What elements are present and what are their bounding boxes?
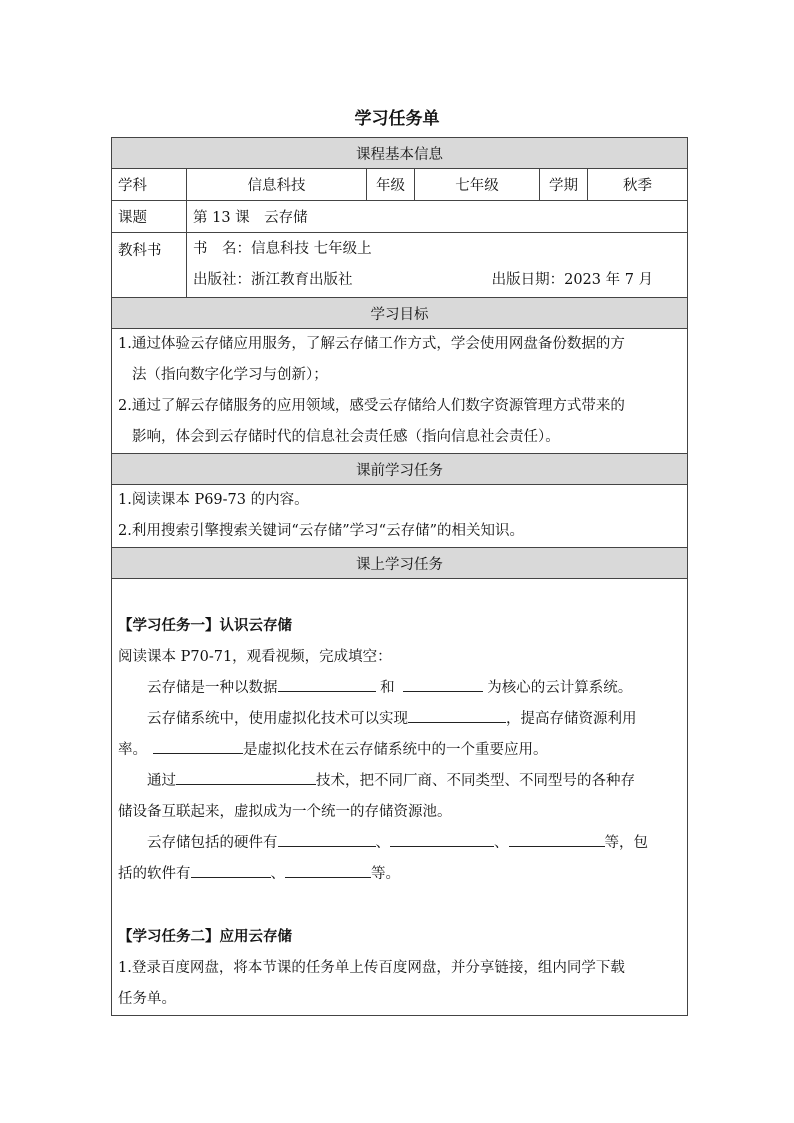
grade-label: 年级 [367,169,415,201]
fill-blank[interactable] [509,831,605,847]
subject-label: 学科 [112,169,187,201]
section-basic-info: 课程基本信息 [112,138,688,169]
textbook-info [187,233,688,298]
fill-sentence-3-cont: 储设备互联起来，虚拟成为一个统一的存储资源池。 [118,804,452,820]
topic-row [112,201,688,233]
fill-blank[interactable] [153,738,243,754]
grade-value: 七年级 [415,169,540,201]
fill-sentence-3: 通过 技术，把不同厂商、不同类型、不同型号的各种存 [118,766,681,797]
in-class-content [112,579,688,1016]
section-in-class-tasks: 课上学习任务 [112,548,688,579]
pre-task-1: 1.阅读课本 P69-73 的内容。 [118,492,309,508]
fill-blank[interactable] [403,676,483,692]
fill-blank[interactable] [278,676,376,692]
section-learning-goals: 学习目标 [112,298,688,329]
page-title: 学习任务单 [354,109,440,129]
pre-task-2: 2.利用搜索引擎搜索关键词“云存储”学习“云存储”的相关知识。 [118,523,524,539]
textbook-label: 教科书 [112,233,187,298]
textbook-row [112,233,688,298]
publisher: 出版社：浙江教育出版社 [193,272,353,288]
fill-blank[interactable] [191,862,271,878]
task-1-intro: 阅读课本 P70-71，观看视频，完成填空： [118,649,392,665]
goals-content [112,329,688,454]
section-pre-class-tasks: 课前学习任务 [112,454,688,485]
fill-blank[interactable] [285,862,371,878]
fill-blank[interactable] [278,831,376,847]
fill-blank[interactable] [176,769,316,785]
fill-blank[interactable] [408,707,506,723]
task-1-title: 【学习任务一】认识云存储 [118,618,292,634]
goal-1-line-1: 1.通过体验云存储应用服务，了解云存储工作方式，学会使用网盘备份数据的方 [118,336,625,352]
fill-sentence-4: 云存储包括的硬件有 、 、 等，包 [118,828,681,859]
fill-blank[interactable] [390,831,494,847]
task-2-line-1: 1.登录百度网盘，将本节课的任务单上传百度网盘，并分享链接，组内同学下载 [118,960,625,976]
task-2-line-2: 任务单。 [118,991,176,1007]
fill-sentence-1: 云存储是一种以数据 和 为核心的云计算系统。 [118,673,681,704]
book-name: 书 名：信息科技 七年级上 [193,241,372,257]
publish-date: 出版日期：2023 年 7 月 [491,272,654,288]
fill-sentence-4-cont: 括的软件有 、 等。 [118,859,681,890]
publisher-line [193,265,681,296]
topic-label: 课题 [112,201,187,233]
subject-row [112,169,688,201]
term-label: 学期 [540,169,588,201]
goal-1-line-2: 法（指向数字化学习与创新）； [132,367,328,383]
task-2-title: 【学习任务二】应用云存储 [118,929,292,945]
fill-sentence-2: 云存储系统中，使用虚拟化技术可以实现 ，提高存储资源利用 [118,704,681,735]
goal-2-line-2: 影响，体会到云存储时代的信息社会责任感（指向信息社会责任）。 [132,429,560,445]
term-value: 秋季 [588,169,688,201]
subject-value: 信息科技 [187,169,367,201]
goal-2-line-1: 2.通过了解云存储服务的应用领域，感受云存储给人们数字资源管理方式带来的 [118,398,625,414]
task-sheet-table [111,137,688,1016]
topic-value: 第 13 课 云存储 [187,201,688,233]
pre-class-content [112,485,688,548]
fill-sentence-2-cont: 率。 是虚拟化技术在云存储系统中的一个重要应用。 [118,735,681,766]
